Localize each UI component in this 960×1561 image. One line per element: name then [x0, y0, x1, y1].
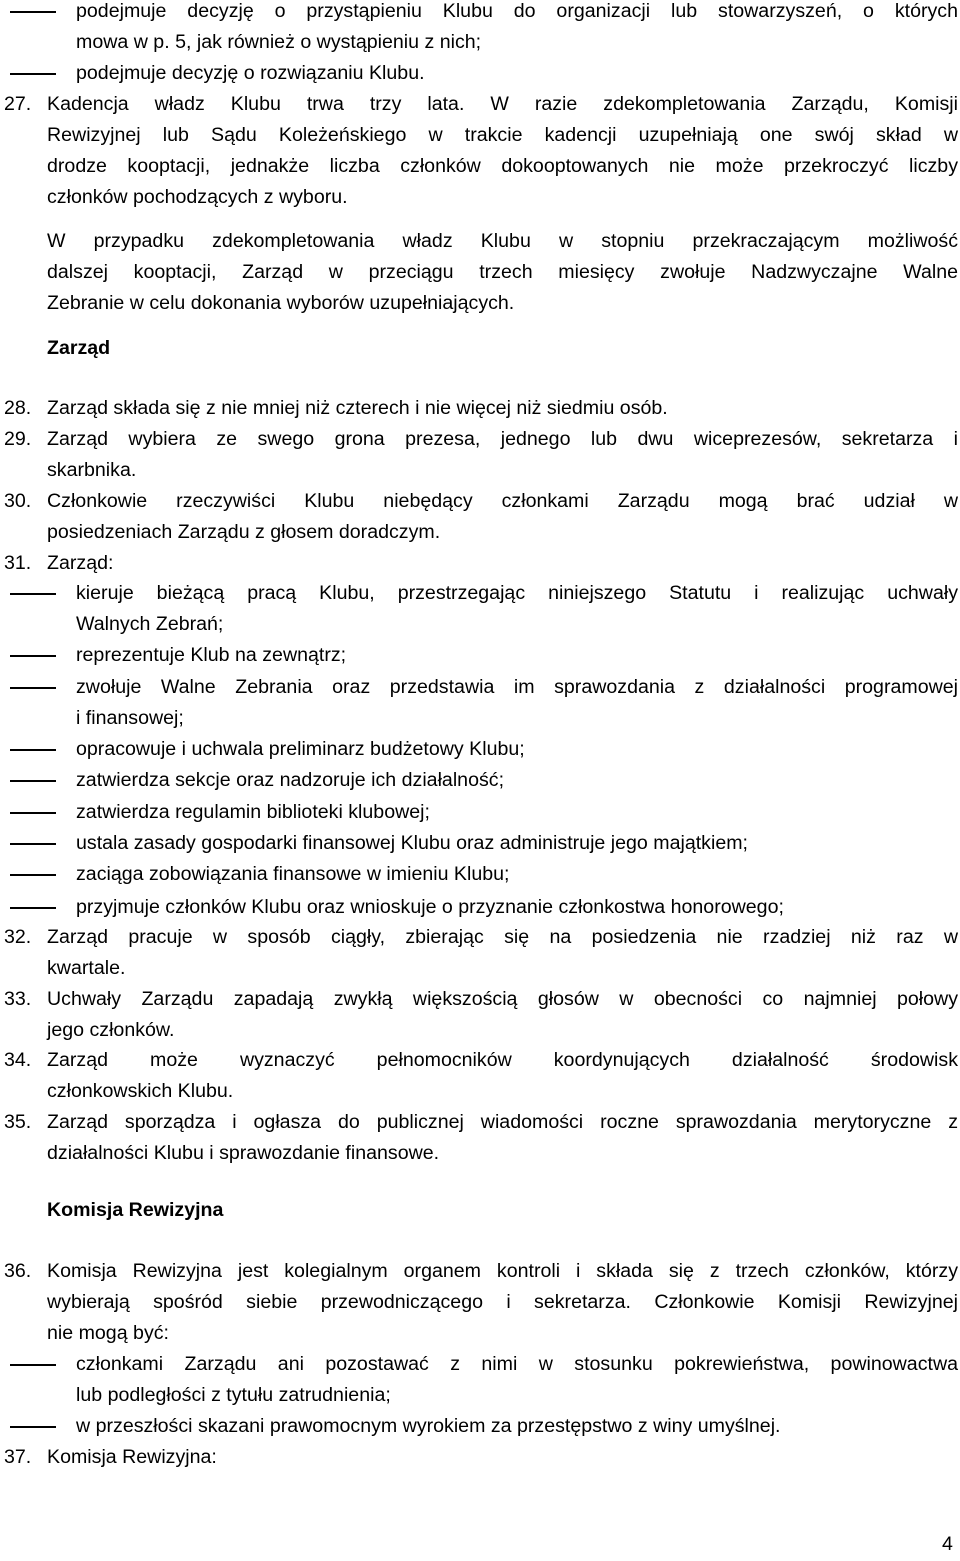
text-line: drodze kooptacji, jednakże liczba członków dokooptowanych nie może przekroczyć liczby	[47, 155, 958, 177]
text-line: członkami Zarządu ani pozostawać z nimi w stosunku pokrewieństwa, powinowactwa	[76, 1353, 958, 1375]
text-line: podejmuje decyzję o przystąpieniu Klubu do organizacji lub stowarzyszeń, o których	[76, 0, 958, 22]
text-line: członków pochodzących z wyboru.	[47, 186, 348, 208]
paragraph-number: 35.	[4, 1111, 32, 1133]
text-line: Zarząd wybiera ze swego grona prezesa, jednego lub dwu wiceprezesów, sekretarza i	[47, 428, 958, 450]
text-line: Zarząd składa się z nie mniej niż czterech i nie więcej niż siedmiu osób.	[47, 397, 668, 419]
text-line: zatwierdza sekcje oraz nadzoruje ich działalność;	[76, 769, 505, 791]
text-line: dalszej kooptacji, Zarząd w przeciągu trzech miesięcy zwołuje Nadzwyczajne Walne	[47, 261, 958, 283]
text-line: Rewizyjnej lub Sądu Koleżeńskiego w trakcie kadencji uzupełniają one swój skład w	[47, 124, 958, 146]
text-line: Uchwały Zarządu zapadają zwykłą większością głosów w obecności co najmniej połowy	[47, 988, 958, 1010]
text-line: opracowuje i uchwala preliminarz budżetowy Klubu;	[76, 738, 525, 760]
text-line: i finansowej;	[76, 707, 184, 729]
paragraph-number: 28.	[4, 397, 32, 419]
text-line: kwartale.	[47, 957, 126, 979]
paragraph-number: 34.	[4, 1049, 32, 1071]
text-line: jego członków.	[47, 1019, 175, 1041]
paragraph-number: 33.	[4, 988, 32, 1010]
text-line: ustala zasady gospodarki finansowej Klubu oraz administruje jego majątkiem;	[76, 832, 748, 854]
text-line: reprezentuje Klub na zewnątrz;	[76, 644, 347, 666]
section-heading: Zarząd	[47, 337, 111, 359]
paragraph-number: 32.	[4, 926, 32, 948]
paragraph-number: 36.	[4, 1260, 32, 1282]
text-line: Kadencja władz Klubu trwa trzy lata. W razie zdekompletowania Zarządu, Komisji	[47, 93, 958, 115]
text-line: Komisja Rewizyjna jest kolegialnym organem kontroli i składa się z trzech członków, którzy	[47, 1260, 958, 1282]
text-line: zwołuje Walne Zebrania oraz przedstawia im sprawozdania z działalności programowej	[76, 676, 958, 698]
text-line: kieruje bieżącą pracą Klubu, przestrzegając niniejszego Statutu i realizując uchwały	[76, 582, 958, 604]
text-line: posiedzeniach Zarządu z głosem doradczym.	[47, 521, 441, 543]
text-line: Zarząd pracuje w sposób ciągły, zbierając się na posiedzenia nie rzadziej niż raz w	[47, 926, 958, 948]
paragraph-number: 31.	[4, 552, 32, 574]
text-line: lub podległości z tytułu zatrudnienia;	[76, 1384, 391, 1406]
paragraph-number: 29.	[4, 428, 32, 450]
paragraph-number: 37.	[4, 1446, 32, 1468]
text-line: Członkowie rzeczywiści Klubu niebędący członkami Zarządu mogą brać udział w	[47, 490, 958, 512]
text-line: zatwierdza regulamin biblioteki klubowej;	[76, 801, 430, 823]
text-line: przyjmuje członków Klubu oraz wnioskuje o przyznanie członkostwa honorowego;	[76, 896, 784, 918]
text-line: Zebranie w celu dokonania wyborów uzupełniających.	[47, 292, 515, 314]
text-line: Walnych Zebrań;	[76, 613, 224, 635]
text-line: zaciąga zobowiązania finansowe w imieniu Klubu;	[76, 863, 510, 885]
text-line: nie mogą być:	[47, 1322, 169, 1344]
text-line: członkowskich Klubu.	[47, 1080, 234, 1102]
text-line: Zarząd może wyznaczyć pełnomocników koordynujących działalność środowisk	[47, 1049, 958, 1071]
paragraph-number: 30.	[4, 490, 32, 512]
section-heading: Komisja Rewizyjna	[47, 1199, 224, 1221]
text-line: Zarząd sporządza i ogłasza do publicznej wiadomości roczne sprawozdania merytoryczne z	[47, 1111, 958, 1133]
text-line: mowa w p. 5, jak również o wystąpieniu z nich;	[76, 31, 482, 53]
text-line: działalności Klubu i sprawozdanie finansowe.	[47, 1142, 440, 1164]
page-number: 4	[942, 1533, 953, 1555]
text-line: wybierają spośród siebie przewodniczącego i sekretarza. Członkowie Komisji Rewizyjnej	[47, 1291, 958, 1313]
text-line: Zarząd:	[47, 552, 114, 574]
text-line: skarbnika.	[47, 459, 137, 481]
text-line: W przypadku zdekompletowania władz Klubu w stopniu przekraczającym możliwość	[47, 230, 958, 252]
text-line: w przeszłości skazani prawomocnym wyrokiem za przestępstwo z winy umyślnej.	[76, 1415, 781, 1437]
paragraph-number: 27.	[4, 93, 32, 115]
text-line: Komisja Rewizyjna:	[47, 1446, 217, 1468]
text-line: podejmuje decyzję o rozwiązaniu Klubu.	[76, 62, 425, 84]
